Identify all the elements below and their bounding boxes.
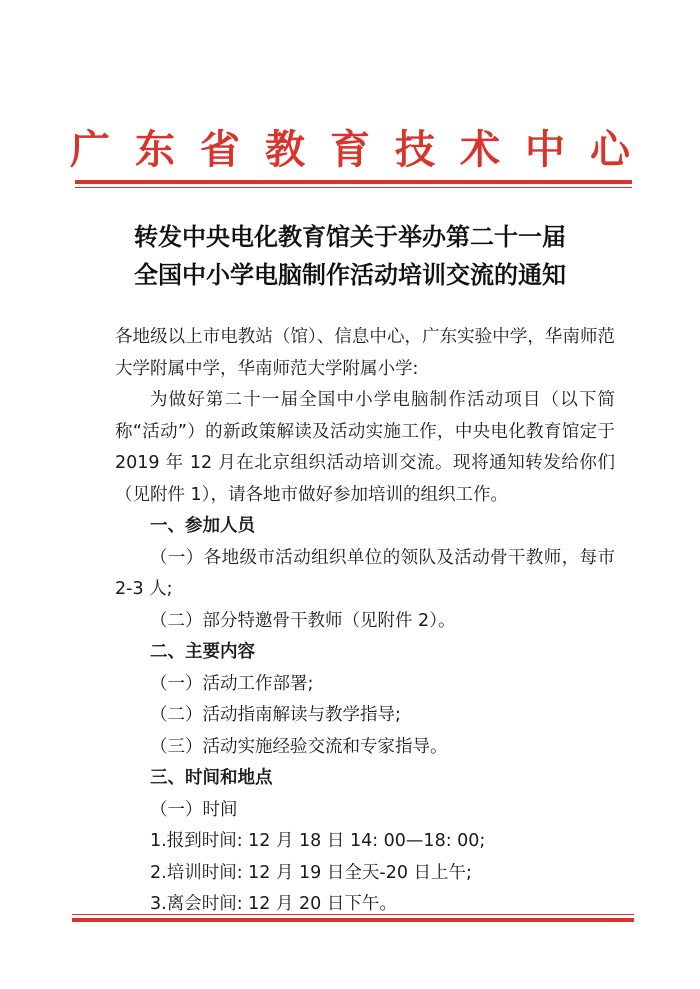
- intro-paragraph: 为做好第二十一届全国中小学电脑制作活动项目（以下简称“活动”）的新政策解读及活动实施工作，中央电化教育馆定于 2019 年 12 月在北京组织活动培训交流。现将通知转发给你们（见附件 1），请各地市做好参加培训的组织工作。: [115, 390, 615, 505]
- letterhead-char: 中: [525, 126, 565, 173]
- letterhead-char: 省: [200, 126, 240, 173]
- letterhead-char: 心: [590, 126, 630, 173]
- letterhead-char: 育: [330, 126, 370, 173]
- section-heading-time-place: 三、时间和地点: [150, 768, 273, 788]
- participants-item-1: （一）各地级市活动组织单位的领队及活动骨干教师，每市 2-3 人;: [115, 547, 615, 599]
- participants-item-2: （二）部分特邀骨干教师（见附件 2）。: [150, 610, 456, 631]
- letterhead-char: 东: [135, 126, 175, 173]
- letterhead-divider-thin: [75, 187, 632, 188]
- content-item-2: （二）活动指南解读与教学指导;: [150, 705, 401, 725]
- time-item-training: 2.培训时间: 12 月 19 日全天-20 日上午;: [150, 862, 472, 883]
- notice-title-line1: 转发中央电化教育馆关于举办第二十一届: [134, 222, 566, 251]
- org-letterhead-title: [70, 118, 630, 175]
- content-item-3: （三）活动实施经验交流和专家指导。: [150, 736, 448, 757]
- time-item-checkin: 1.报到时间: 12 月 18 日 14: 00—18: 00;: [150, 831, 486, 851]
- notice-body: [115, 322, 615, 921]
- content-item-1: （一）活动工作部署;: [150, 673, 314, 694]
- letterhead-char: 广: [70, 126, 110, 173]
- section-heading-participants: 一、参加人员: [150, 516, 255, 536]
- letterhead-divider-thick: [75, 180, 632, 184]
- salutation: 各地级以上市电教站（馆）、信息中心，广东实验中学，华南师范大学附属中学，华南师范大学附属小学:: [115, 327, 615, 379]
- notice-title: [60, 218, 640, 294]
- notice-title-line2: 全国中小学电脑制作活动培训交流的通知: [134, 260, 566, 289]
- letterhead-char: 教: [265, 126, 305, 173]
- footer-divider-thin: [72, 914, 634, 915]
- letterhead-char: 术: [460, 126, 500, 173]
- section-heading-content: 二、主要内容: [150, 642, 255, 662]
- time-item-departure: 3.离会时间: 12 月 20 日下午。: [150, 894, 397, 914]
- time-subheading: （一）时间: [150, 799, 238, 820]
- letterhead-char: 技: [395, 126, 435, 173]
- footer-divider-thick: [72, 918, 634, 922]
